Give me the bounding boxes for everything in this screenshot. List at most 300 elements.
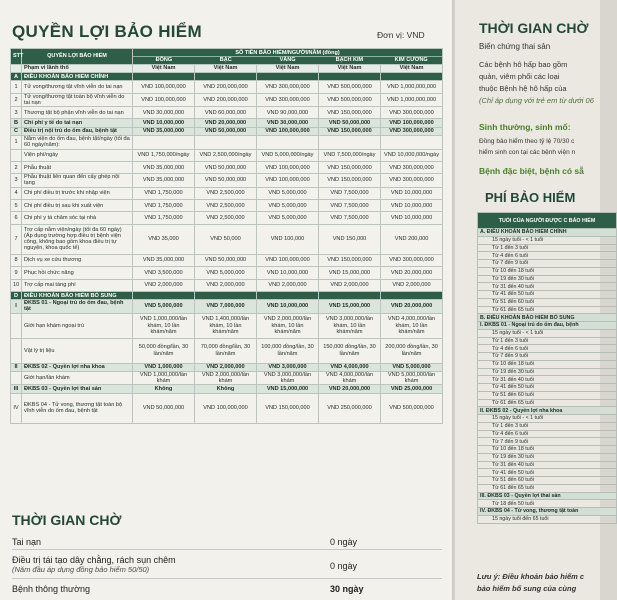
fee-row: [478, 453, 617, 461]
fee-age-label: IV. ĐKBS 04 - Tử vong, thương tật toàn: [478, 508, 617, 516]
benefit-value: [133, 136, 195, 149]
benefit-value: VND 2,000,000/lần khám, 10 lần khám/năm: [257, 313, 319, 338]
fee-age-label: Từ 61 đến 65 tuổi: [478, 399, 617, 407]
benefit-value: VND 200,000: [381, 224, 443, 254]
fee-row: [478, 384, 617, 392]
benefit-value: VND 5,000,000/lần khám: [381, 371, 443, 384]
benefit-value: Không: [133, 385, 195, 393]
fee-age-label: Từ 31 đến 40 tuổi: [478, 283, 617, 291]
fee-row: [478, 422, 617, 430]
benefit-label: ĐIỀU KHOẢN BẢO HIỂM BỔ SUNG: [22, 291, 133, 299]
fee-age-label: II. ĐKBS 02 - Quyền lợi nha khoa: [478, 407, 617, 415]
table-header: [11, 49, 443, 65]
fee-age-label: Từ 1 đến 3 tuổi: [478, 244, 617, 252]
benefit-value: [133, 73, 195, 81]
table-row: [11, 81, 443, 93]
benefit-value: VND 150,000,000: [319, 107, 381, 119]
benefit-value: VND 2,500,000/ngày: [195, 149, 257, 161]
fee-row: [478, 306, 617, 314]
fee-row: [478, 291, 617, 299]
benefit-value: VND 100,000,000: [133, 81, 195, 93]
fee-row: [478, 314, 617, 322]
fee-row: [478, 244, 617, 252]
benefit-value: VND 500,000,000: [319, 93, 381, 106]
table-row: [11, 224, 443, 254]
benefit-value: 200,000 đồng/lần, 30 lần/năm: [381, 338, 443, 363]
benefit-value: VND 250,000,000: [319, 393, 381, 423]
fee-row: [478, 415, 617, 423]
waiting-value: 0 ngày: [330, 537, 358, 547]
fee-age-label: 15 ngày tuổi - < 1 tuổi: [478, 236, 617, 244]
benefit-label: Trợ cấp mai táng phí: [22, 279, 133, 291]
fee-row: [478, 500, 617, 508]
benefit-value: VND 500,000,000: [319, 81, 381, 93]
row-number: 10: [11, 279, 22, 291]
benefit-value: VND 10,000,000: [257, 267, 319, 279]
benefit-value: VND 7,000,000: [195, 300, 257, 313]
right-note: (Chỉ áp dụng với trẻ em từ dưới 06: [479, 96, 594, 105]
benefit-value: VND 35,000: [133, 224, 195, 254]
scope-row: [11, 65, 443, 73]
fee-row: [478, 267, 617, 275]
benefit-value: [195, 73, 257, 81]
benefit-value: [381, 136, 443, 149]
benefit-value: VND 50,000,000: [195, 127, 257, 135]
scope-value: Việt Nam: [133, 65, 195, 73]
benefit-value: VND 50,000,000: [195, 161, 257, 173]
benefit-value: VND 10,000,000: [381, 212, 443, 224]
benefit-value: VND 500,000,000: [381, 393, 443, 423]
fee-age-label: Từ 7 đến 9 tuổi: [478, 353, 617, 361]
benefit-label: Vật lý trị liệu: [22, 338, 133, 363]
benefit-value: VND 30,000,000: [257, 119, 319, 127]
benefit-value: VND 300,000,000: [381, 107, 443, 119]
row-number: I: [11, 300, 22, 313]
benefit-value: VND 150,000,000: [319, 127, 381, 135]
benefit-value: VND 150,000: [319, 224, 381, 254]
benefit-label: ĐIỀU KHOẢN BẢO HIỂM CHÍNH: [22, 73, 133, 81]
plan-bac: BẠC: [219, 56, 232, 63]
row-number: [11, 338, 22, 363]
waiting-title: THỜI GIAN CHỜ: [12, 512, 122, 528]
benefit-value: [381, 73, 443, 81]
waiting-label: Bệnh thông thường: [12, 584, 90, 594]
fee-row: [478, 236, 617, 244]
benefit-value: VND 15,000,000: [319, 300, 381, 313]
benefit-label: Nằm viện do ốm đau, bệnh tật/ngày (tối đa 60 ngày/năm):: [22, 136, 133, 149]
benefit-value: VND 5,000,000: [133, 300, 195, 313]
right-green-2: Bệnh đặc biệt, bệnh có sẵ: [479, 166, 584, 176]
fee-header: [478, 213, 617, 229]
benefit-value: VND 4,000,000: [319, 363, 381, 371]
fee-age-label: Từ 7 đến 9 tuổi: [478, 438, 617, 446]
scope-value: Việt Nam: [381, 65, 443, 73]
right-line: quản, viêm phổi các loại: [479, 72, 560, 81]
fee-row: [478, 430, 617, 438]
fee-age-label: Từ 41 đến 50 tuổi: [478, 469, 617, 477]
table-row: [11, 254, 443, 266]
table-row: [11, 313, 443, 338]
waiting-row-ligament: [12, 555, 442, 579]
waiting-note: (Năm đầu áp dụng đồng bảo hiểm 50/50): [12, 565, 150, 574]
fee-age-label: Từ 51 đến 60 tuổi: [478, 298, 617, 306]
benefit-label: Giới hạn/lần khám: [22, 371, 133, 384]
fee-row: [478, 399, 617, 407]
benefit-value: VND 50,000: [195, 224, 257, 254]
benefit-value: VND 3,000,000: [257, 363, 319, 371]
row-number: [11, 313, 22, 338]
benefit-value: VND 15,000,000: [319, 267, 381, 279]
benefit-label: Phẫu thuật: [22, 161, 133, 173]
benefit-value: VND 50,000,000: [195, 254, 257, 266]
benefit-value: VND 2,500,000: [195, 187, 257, 199]
fee-age-label: Từ 41 đến 50 tuổi: [478, 291, 617, 299]
fee-row: [478, 275, 617, 283]
row-number: 8: [11, 254, 22, 266]
benefit-value: VND 300,000,000: [381, 254, 443, 266]
benefit-value: VND 300,000,000: [381, 127, 443, 135]
benefit-value: VND 35,000,000: [133, 127, 195, 135]
table-row: [11, 127, 443, 135]
benefit-label: ĐKBS 02 - Quyền lợi nha khoa: [22, 363, 133, 371]
fee-age-label: Từ 1 đến 3 tuổi: [478, 422, 617, 430]
benefit-label: Giới hạn khám ngoại trú: [22, 313, 133, 338]
fee-row: [478, 407, 617, 415]
benefit-value: VND 30,000,000: [133, 107, 195, 119]
scope-value: Việt Nam: [319, 65, 381, 73]
table-row: [11, 199, 443, 211]
fee-age-label: Từ 10 đến 18 tuổi: [478, 446, 617, 454]
table-row: [11, 385, 443, 393]
benefit-value: VND 300,000,000: [257, 81, 319, 93]
benefit-value: VND 3,500,000: [133, 267, 195, 279]
fee-age-label: III. ĐKBS 03 - Quyền lợi thai sản: [478, 492, 617, 500]
fee-age-label: Từ 19 đến 30 tuổi: [478, 453, 617, 461]
benefit-value: VND 150,000,000: [257, 393, 319, 423]
benefit-value: VND 1,000,000,000: [381, 93, 443, 106]
benefit-label: Chi phí điều trị sau khi xuất viện: [22, 199, 133, 211]
row-number: B: [11, 119, 22, 127]
row-number: 7: [11, 224, 22, 254]
table-row: [11, 149, 443, 161]
benefit-value: VND 50,000,000: [133, 393, 195, 423]
benefit-value: 50,000 đồng/lần, 30 lần/năm: [133, 338, 195, 363]
fee-row: [478, 492, 617, 500]
benefit-value: VND 15,000,000: [257, 385, 319, 393]
fee-row: [478, 298, 617, 306]
benefit-value: 100,000 đồng/lần, 30 lần/năm: [257, 338, 319, 363]
benefit-value: VND 100,000,000: [257, 161, 319, 173]
fee-age-label: I. ĐKBS 01 - Ngoại trú do ốm đau, bệnh: [478, 322, 617, 330]
benefit-label: Điều trị nội trú do ốm đau, bệnh tật: [22, 127, 133, 135]
header-no: STT: [11, 49, 22, 65]
table-row: [11, 93, 443, 106]
benefit-value: VND 150,000,000: [319, 174, 381, 187]
plan-bach-kim: BẠCH KIM: [335, 56, 364, 63]
benefit-value: VND 2,000,000: [381, 279, 443, 291]
fee-age-label: Từ 4 đến 6 tuổi: [478, 430, 617, 438]
benefit-value: VND 2,000,000: [319, 279, 381, 291]
fee-age-label: 15 ngày tuổi - < 1 tuổi: [478, 329, 617, 337]
benefit-label: ĐKBS 01 - Ngoại trú do ốm đau, bệnh tật: [22, 300, 133, 313]
right-green-1: Sinh thường, sinh mổ:: [479, 122, 571, 132]
row-number: A: [11, 73, 22, 81]
benefit-value: VND 100,000,000: [257, 174, 319, 187]
benefit-value: VND 20,000,000: [381, 267, 443, 279]
benefit-value: [133, 291, 195, 299]
benefit-value: VND 10,000,000/ngày: [381, 149, 443, 161]
row-number: 3: [11, 174, 22, 187]
table-row: [11, 161, 443, 173]
benefit-value: VND 35,000,000: [133, 174, 195, 187]
fee-note: Lưu ý: Điều khoản bảo hiểm c: [477, 572, 585, 581]
row-number: II: [11, 363, 22, 371]
benefit-value: VND 5,000,000/ngày: [257, 149, 319, 161]
benefit-value: VND 5,000,000: [257, 212, 319, 224]
row-number: 1: [11, 136, 22, 149]
benefit-value: [195, 136, 257, 149]
fee-age-label: Từ 19 đến 30 tuổi: [478, 275, 617, 283]
benefit-value: VND 5,000,000: [195, 267, 257, 279]
fee-age-label: Từ 10 đến 18 tuổi: [478, 267, 617, 275]
table-row: [11, 267, 443, 279]
benefit-value: VND 1,000,000/lần khám: [133, 371, 195, 384]
row-number: 1: [11, 81, 22, 93]
benefit-value: VND 10,000,000: [257, 300, 319, 313]
benefit-value: [257, 291, 319, 299]
benefit-value: VND 1,000,000/lần khám, 10 lần khám/năm: [133, 313, 195, 338]
table-row: [11, 338, 443, 363]
benefit-value: VND 150,000,000: [319, 254, 381, 266]
fee-header-label: TUỔI CỦA NGƯỜI ĐƯỢC C BẢO HIỂM: [478, 213, 617, 229]
table-row: [11, 119, 443, 127]
right-sub: Biến chứng thai sản: [479, 42, 551, 51]
row-number: [11, 371, 22, 384]
fee-age-label: Từ 10 đến 18 tuổi: [478, 360, 617, 368]
table-row: [11, 393, 443, 423]
benefit-label: Phục hồi chức năng: [22, 267, 133, 279]
waiting-row-common: [12, 584, 442, 598]
page-title: QUYỀN LỢI BẢO HIỂM: [12, 22, 202, 41]
scope-value: Việt Nam: [195, 65, 257, 73]
benefit-value: VND 100,000,000: [257, 254, 319, 266]
benefits-table: [10, 48, 443, 424]
waiting-value: 30 ngày: [330, 584, 364, 594]
benefit-value: VND 7,500,000/ngày: [319, 149, 381, 161]
benefit-value: VND 200,000,000: [195, 81, 257, 93]
fee-row: [478, 446, 617, 454]
scope-label: Phạm vi lãnh thổ: [22, 65, 133, 73]
table-row: [11, 136, 443, 149]
benefit-label: Tử vong/thương tật vĩnh viễn do tai nạn: [22, 81, 133, 93]
right-panel: [455, 0, 600, 600]
scope-value: Việt Nam: [257, 65, 319, 73]
table-row: [11, 73, 443, 81]
benefit-value: VND 35,000,000: [133, 161, 195, 173]
row-number: 5: [11, 199, 22, 211]
benefit-value: VND 3,000,000/lần khám: [257, 371, 319, 384]
fee-row: [478, 515, 617, 523]
benefit-value: VND 4,000,000/lần khám, 10 lần khám/năm: [381, 313, 443, 338]
fee-age-label: Từ 61 đến 65 tuổi: [478, 306, 617, 314]
benefit-value: VND 150,000,000: [319, 161, 381, 173]
fee-age-label: B. ĐIỀU KHOẢN BẢO HIỂM BỔ SUNG: [478, 314, 617, 322]
table-row: [11, 363, 443, 371]
benefit-value: VND 35,000,000: [133, 254, 195, 266]
fee-row: [478, 477, 617, 485]
row-number: D: [11, 291, 22, 299]
benefit-value: VND 10,000,000: [381, 187, 443, 199]
fee-row: [478, 345, 617, 353]
fee-age-label: Từ 4 đến 6 tuổi: [478, 345, 617, 353]
waiting-row-accident: [12, 537, 442, 550]
header-benefit: QUYỀN LỢI BẢO HIỂM: [22, 49, 133, 65]
benefit-value: VND 3,000,000/lần khám, 10 lần khám/năm: [319, 313, 381, 338]
benefit-label: ĐKBS 04 - Tử vong, thương tật toàn bộ vĩnh viễn do ốm đau, bệnh tật: [22, 393, 133, 423]
fee-row: [478, 360, 617, 368]
benefit-value: [195, 291, 257, 299]
fee-age-label: Từ 31 đến 40 tuổi: [478, 461, 617, 469]
benefit-label: Viện phí/ngày: [22, 149, 133, 161]
benefit-value: VND 2,500,000: [195, 199, 257, 211]
row-number: [11, 149, 22, 161]
table-row: [11, 291, 443, 299]
fee-table: [477, 212, 617, 524]
fee-age-label: Từ 19 đến 30 tuổi: [478, 368, 617, 376]
fee-row: [478, 469, 617, 477]
table-row: [11, 187, 443, 199]
benefit-label: Dịch vụ xe cứu thương: [22, 254, 133, 266]
table-row: [11, 279, 443, 291]
benefit-value: VND 20,000,000: [319, 385, 381, 393]
fee-age-label: Từ 51 đến 60 tuổi: [478, 477, 617, 485]
fee-age-label: Từ 18 đến 50 tuổi: [478, 500, 617, 508]
benefit-value: VND 2,000,000/lần khám: [195, 371, 257, 384]
benefit-value: VND 100,000,000: [257, 127, 319, 135]
fee-row: [478, 337, 617, 345]
right-line: Đồng bảo hiểm theo tỷ lệ 70/30 c: [479, 138, 575, 145]
benefit-value: VND 300,000,000: [257, 93, 319, 106]
row-number: III: [11, 385, 22, 393]
fee-age-label: Từ 51 đến 60 tuổi: [478, 391, 617, 399]
fee-age-label: 15 ngày tuổi đến 65 tuổi: [478, 515, 617, 523]
fee-row: [478, 508, 617, 516]
benefit-value: VND 60,000,000: [195, 107, 257, 119]
benefit-value: VND 300,000,000: [381, 174, 443, 187]
right-line: thuộc Bệnh hệ hô hấp của: [479, 84, 567, 93]
benefit-value: VND 7,500,000: [319, 212, 381, 224]
benefit-value: VND 100,000,000: [133, 93, 195, 106]
table-row: [11, 371, 443, 384]
row-number: 2: [11, 93, 22, 106]
benefit-value: [319, 136, 381, 149]
benefit-value: [381, 291, 443, 299]
fee-title: PHÍ BẢO HIỂM: [485, 190, 576, 205]
benefit-value: VND 2,000,000: [133, 279, 195, 291]
table-row: [11, 300, 443, 313]
fee-row: [478, 283, 617, 291]
benefit-value: VND 25,000,000: [381, 385, 443, 393]
benefit-value: VND 100,000,000: [381, 119, 443, 127]
benefit-value: VND 5,000,000: [257, 199, 319, 211]
benefit-value: VND 5,000,000: [257, 187, 319, 199]
fee-row: [478, 368, 617, 376]
benefit-value: VND 1,750,000: [133, 199, 195, 211]
benefit-value: Không: [195, 385, 257, 393]
fee-row: [478, 322, 617, 330]
fee-row: [478, 252, 617, 260]
fee-row: [478, 229, 617, 237]
fee-age-label: 15 ngày tuổi - < 1 tuổi: [478, 415, 617, 423]
fee-row: [478, 484, 617, 492]
benefit-label: Chi phí y tế do tai nạn: [22, 119, 133, 127]
benefit-value: VND 2,000,000: [257, 279, 319, 291]
table-row: [11, 212, 443, 224]
benefit-value: VND 1,750,000: [133, 187, 195, 199]
row-number: 3: [11, 107, 22, 119]
currency-unit: Đơn vị: VND: [377, 30, 425, 40]
row-number: 6: [11, 212, 22, 224]
benefit-value: VND 2,000,000: [195, 279, 257, 291]
benefit-value: VND 1,000,000,000: [381, 81, 443, 93]
benefit-value: VND 1,000,000: [133, 363, 195, 371]
benefit-value: VND 20,000,000: [195, 119, 257, 127]
header-sum-insured: SỐ TIỀN BẢO HIỂM/NGƯỜI/NĂM (đồng): [133, 50, 442, 57]
plan-vang: VÀNG: [279, 56, 296, 63]
fee-row: [478, 376, 617, 384]
row-number: IV: [11, 393, 22, 423]
waiting-label: Điều trị tái tạo dây chằng, rách sụn chêm: [12, 555, 176, 565]
benefit-value: VND 10,000,000: [133, 119, 195, 127]
benefit-value: VND 2,500,000: [195, 212, 257, 224]
benefit-label: Phẫu thuật liên quan đến cấy ghép nội tạng: [22, 174, 133, 187]
benefit-value: VND 4,000,000/lần khám: [319, 371, 381, 384]
fee-row: [478, 260, 617, 268]
benefit-value: VND 1,400,000/lần khám, 10 lần khám/năm: [195, 313, 257, 338]
right-line: hiểm sinh con tại các bệnh viện n: [479, 149, 576, 156]
fee-age-label: A. ĐIỀU KHOẢN BẢO HIỂM CHÍNH: [478, 229, 617, 237]
benefit-value: VND 100,000,000: [195, 393, 257, 423]
fee-age-label: Từ 7 đến 9 tuổi: [478, 260, 617, 268]
benefit-value: VND 90,000,000: [257, 107, 319, 119]
benefit-value: [257, 136, 319, 149]
right-waiting-title: THỜI GIAN CHỜ: [479, 20, 589, 36]
right-line: Các bệnh hô hấp bao gồm: [479, 60, 568, 69]
row-number: 2: [11, 161, 22, 173]
benefit-label: ĐKBS 03 - Quyền lợi thai sản: [22, 385, 133, 393]
fee-age-label: Từ 31 đến 40 tuổi: [478, 376, 617, 384]
benefit-value: VND 200,000,000: [195, 93, 257, 106]
benefit-value: VND 50,000,000: [319, 119, 381, 127]
benefit-value: [257, 73, 319, 81]
plan-dong: ĐỒNG: [155, 56, 173, 63]
waiting-value: 0 ngày: [330, 561, 358, 571]
table-row: [11, 174, 443, 187]
benefit-value: 70,000 đồng/lần, 30 lần/năm: [195, 338, 257, 363]
benefit-value: VND 100,000: [257, 224, 319, 254]
benefit-value: VND 7,500,000: [319, 187, 381, 199]
benefit-value: 150,000 đồng/lần, 30 lần/năm: [319, 338, 381, 363]
benefit-value: VND 20,000,000: [381, 300, 443, 313]
benefit-value: [319, 291, 381, 299]
fee-age-label: Từ 1 đến 3 tuổi: [478, 337, 617, 345]
benefit-value: VND 2,000,000: [195, 363, 257, 371]
benefit-value: VND 7,500,000: [319, 199, 381, 211]
benefit-value: VND 1,750,000: [133, 212, 195, 224]
benefit-value: VND 300,000,000: [381, 161, 443, 173]
row-number: 9: [11, 267, 22, 279]
plan-kim-cuong: KIM CƯƠNG: [394, 56, 428, 63]
